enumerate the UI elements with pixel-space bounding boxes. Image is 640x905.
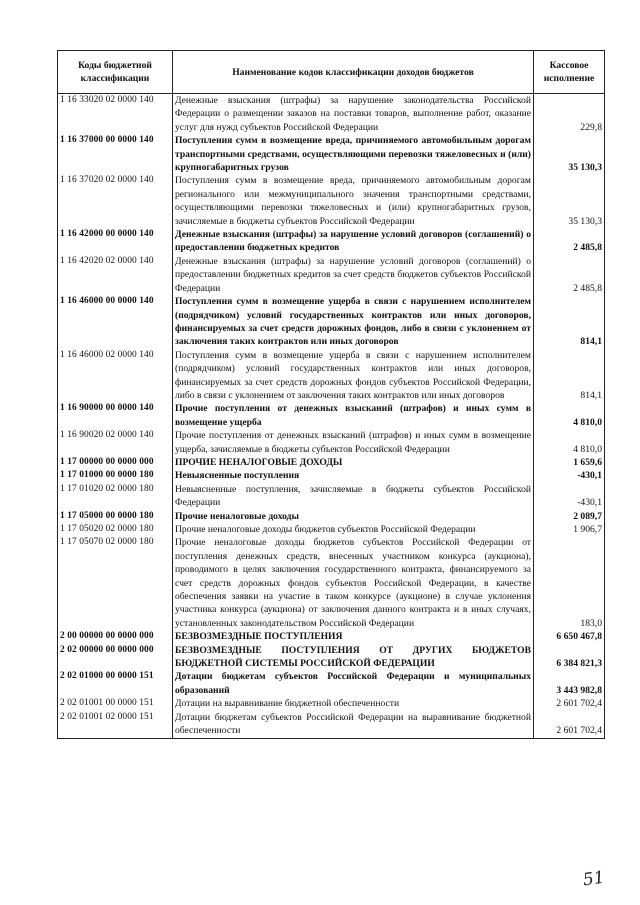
row-amount: 814,1 (534, 295, 605, 349)
page-number: 51 (581, 867, 606, 891)
row-amount: 4 810,0 (534, 429, 605, 456)
row-name: Поступления сумм в возмещение вреда, причиняемого автомобильным дорогам регионального или межмуниципального значения транспортными средствами, осуществляющими перевозки тяжеловесных и (или) крупногабаритных грузов, зачисляемые в бюджеты субъектов Российской Федерации (173, 174, 534, 228)
row-name: БЕЗВОЗМЕЗДНЫЕ ПОСТУПЛЕНИЯ ОТ ДРУГИХ БЮДЖЕТОВ БЮДЖЕТНОЙ СИСТЕМЫ РОССИЙСКОЙ ФЕДЕРАЦИИ (173, 644, 534, 671)
table-row (58, 644, 605, 671)
table-row (58, 429, 605, 456)
row-amount: 35 130,3 (534, 174, 605, 228)
row-amount: 1 659,6 (534, 456, 605, 469)
row-amount: 229,8 (534, 94, 605, 135)
table-row (58, 469, 605, 482)
budget-revenue-table (57, 50, 604, 739)
row-name: Поступления сумм в возмещение ущерба в связи с нарушением исполнителем (подрядчиком) условий государственных контрактов или иных договоров, финансируемых за счет средств дорожных фондов, либо в связи с уклонением от заключения таких контрактов или иных договоров (173, 295, 534, 349)
row-name: Дотации бюджетам субъектов Российской Федерации на выравнивание бюджетной обеспеченности (173, 711, 534, 738)
row-name: Денежные взыскания (штрафы) за нарушение условий договоров (соглашений) о предоставлении бюджетных кредитов за счет средств бюджетов субъектов Российской Федерации (173, 255, 534, 295)
row-code: 1 17 05020 02 0000 180 (58, 523, 173, 536)
row-code: 1 16 90000 00 0000 140 (58, 402, 173, 429)
row-name: Дотации на выравнивание бюджетной обеспеченности (173, 697, 534, 710)
row-code: 1 16 46000 02 0000 140 (58, 349, 173, 403)
row-amount: 35 130,3 (534, 134, 605, 174)
header-name: Наименование кодов классификации доходов бюджетов (173, 51, 534, 94)
row-code: 1 16 33020 02 0000 140 (58, 94, 173, 135)
row-code: 1 17 05070 02 0000 180 (58, 536, 173, 630)
row-code: 2 02 00000 00 0000 000 (58, 644, 173, 671)
table-row (58, 295, 605, 349)
table-row (58, 134, 605, 174)
row-code: 1 16 37020 02 0000 140 (58, 174, 173, 228)
row-code: 2 02 01001 00 0000 151 (58, 697, 173, 710)
row-amount: 1 906,7 (534, 523, 605, 536)
row-code: 1 16 90020 02 0000 140 (58, 429, 173, 456)
table-row (58, 456, 605, 469)
row-name: ПРОЧИЕ НЕНАЛОГОВЫЕ ДОХОДЫ (173, 456, 534, 469)
table-row (58, 228, 605, 255)
row-code: 2 02 01000 00 0000 151 (58, 670, 173, 697)
row-amount: 2 601 702,4 (534, 711, 605, 738)
table-row (58, 402, 605, 429)
row-code: 2 02 01001 02 0000 151 (58, 711, 173, 738)
row-amount: 814,1 (534, 349, 605, 403)
row-code: 1 17 01020 02 0000 180 (58, 483, 173, 510)
table-row (58, 697, 605, 710)
table-row (58, 94, 605, 135)
table-row (58, 255, 605, 295)
table-row (58, 510, 605, 523)
row-name: Поступления сумм в возмещение вреда, причиняемого автомобильным дорогам транспортными средствами, осуществляющими перевозки тяжеловесных и (или) крупногабаритных грузов (173, 134, 534, 174)
row-code: 2 00 00000 00 0000 000 (58, 630, 173, 643)
row-code: 1 16 42000 00 0000 140 (58, 228, 173, 255)
row-name: Прочие поступления от денежных взысканий (штрафов) и иных сумм в возмещение ущерба (173, 402, 534, 429)
row-amount: 6 384 821,3 (534, 644, 605, 671)
row-name: Денежные взыскания (штрафы) за нарушение законодательства Российской Федерации о размещении заказов на поставки товаров, выполнение работ, оказание услуг для нужд субъектов Российской Федерации (173, 94, 534, 135)
row-code: 1 17 05000 00 0000 180 (58, 510, 173, 523)
row-amount: 2 089,7 (534, 510, 605, 523)
row-code: 1 16 37000 00 0000 140 (58, 134, 173, 174)
row-name: Прочие неналоговые доходы бюджетов субъектов Российской Федерации от поступления денежных средств, внесенных участником конкурса (аукциона), проводимого в целях заключения государственного контракта, финансируемого за счет средств дорожных фондов субъектов Российской Федерации, в качестве обеспечения заявки на участие в таком конкурсе (аукционе) в случае уклонения участника конкурса (аукциона) от заключения данного контракта и в иных случаях, установленных законодательством Российской Федерации (173, 536, 534, 630)
row-amount: 6 650 467,8 (534, 630, 605, 643)
row-name: Невыясненные поступления (173, 469, 534, 482)
revenue-table (57, 50, 605, 739)
row-amount: 2 485,8 (534, 255, 605, 295)
row-name: Невыясненные поступления, зачисляемые в бюджеты субъектов Российской Федерации (173, 483, 534, 510)
table-row (58, 349, 605, 403)
row-amount: 2 485,8 (534, 228, 605, 255)
row-name: Прочие поступления от денежных взысканий (штрафов) и иных сумм в возмещение ущерба, зачисляемые в бюджеты субъектов Российской Федерации (173, 429, 534, 456)
row-name: Дотации бюджетам субъектов Российской Федерации и муниципальных образований (173, 670, 534, 697)
header-amount: Кассовое исполнение (534, 51, 605, 94)
row-name: Прочие неналоговые доходы (173, 510, 534, 523)
table-row (58, 174, 605, 228)
row-name: БЕЗВОЗМЕЗДНЫЕ ПОСТУПЛЕНИЯ (173, 630, 534, 643)
table-row (58, 523, 605, 536)
row-amount: 183,0 (534, 536, 605, 630)
row-name: Денежные взыскания (штрафы) за нарушение условий договоров (соглашений) о предоставлении бюджетных кредитов (173, 228, 534, 255)
table-row (58, 630, 605, 643)
table-row (58, 536, 605, 630)
row-code: 1 17 01000 00 0000 180 (58, 469, 173, 482)
row-amount: 3 443 982,8 (534, 670, 605, 697)
row-amount: -430,1 (534, 469, 605, 482)
table-row (58, 483, 605, 510)
table-header-row (58, 51, 605, 94)
row-name: Прочие неналоговые доходы бюджетов субъектов Российской Федерации (173, 523, 534, 536)
table-row (58, 711, 605, 738)
row-code: 1 17 00000 00 0000 000 (58, 456, 173, 469)
table-row (58, 670, 605, 697)
header-codes: Коды бюджетной классификации (58, 51, 173, 94)
row-amount: 2 601 702,4 (534, 697, 605, 710)
row-amount: 4 810,0 (534, 402, 605, 429)
row-amount: -430,1 (534, 483, 605, 510)
row-name: Поступления сумм в возмещение ущерба в связи с нарушением исполнителем (подрядчиком) условий государственных контрактов или иных договоров, финансируемых за счет средств дорожных фондов субъектов Российской Федерации, либо в связи с уклонением от заключения таких контрактов или иных договоров (173, 349, 534, 403)
row-code: 1 16 46000 00 0000 140 (58, 295, 173, 349)
row-code: 1 16 42020 02 0000 140 (58, 255, 173, 295)
